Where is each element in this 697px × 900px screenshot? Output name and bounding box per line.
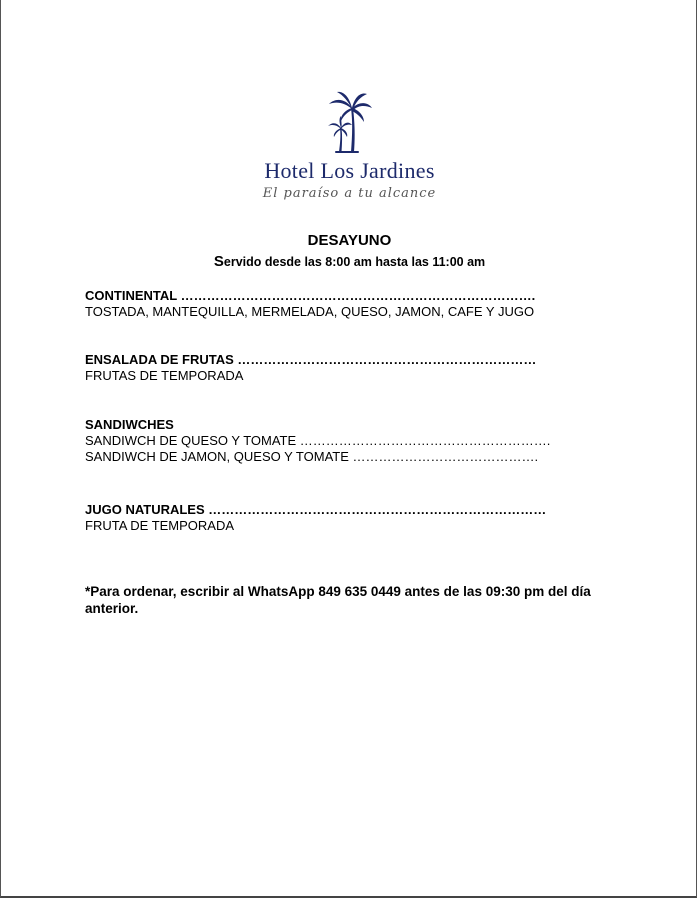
hotel-tagline: El paraíso a tu alcance <box>262 186 437 201</box>
menu-title: DESAYUNO <box>307 232 392 249</box>
section-sandwiches <box>85 417 625 465</box>
jugo-heading: JUGO NATURALES …………………………………………………………………… <box>85 502 547 517</box>
subtitle-text: ervido desde las 8:00 am hasta las 11:00 am <box>223 255 486 269</box>
menu-subtitle <box>1 253 697 270</box>
jugo-description: FRUTA DE TEMPORADA <box>85 518 235 533</box>
continental-heading: CONTINENTAL ………………………………………………………………………. <box>85 288 536 303</box>
ensalada-heading: ENSALADA DE FRUTAS …………………………………………………………… <box>85 352 537 367</box>
sandwiches-heading: SANDIWCHES <box>85 417 174 432</box>
section-ensalada <box>85 352 625 384</box>
ensalada-description: FRUTAS DE TEMPORADA <box>85 368 244 383</box>
subtitle-initial: S <box>213 253 224 270</box>
section-continental <box>85 288 625 320</box>
sandwich-item-jamon: SANDIWCH DE JAMON, QUESO Y TOMATE ……………………………………. <box>85 449 539 464</box>
palm-tree-icon <box>327 90 373 154</box>
continental-description: TOSTADA, MANTEQUILLA, MERMELADA, QUESO, JAMON, CAFE Y JUGO <box>85 304 535 319</box>
order-note: *Para ordenar, escribir al WhatsApp 849 635 0449 antes de las 09:30 pm del día anterior. <box>85 584 591 616</box>
section-jugo <box>85 502 625 534</box>
sandwich-item-queso: SANDIWCH DE QUESO Y TOMATE …………………………………………………. <box>85 433 551 448</box>
hotel-name: Hotel Los Jardines <box>264 158 435 183</box>
hotel-logo <box>1 90 697 201</box>
